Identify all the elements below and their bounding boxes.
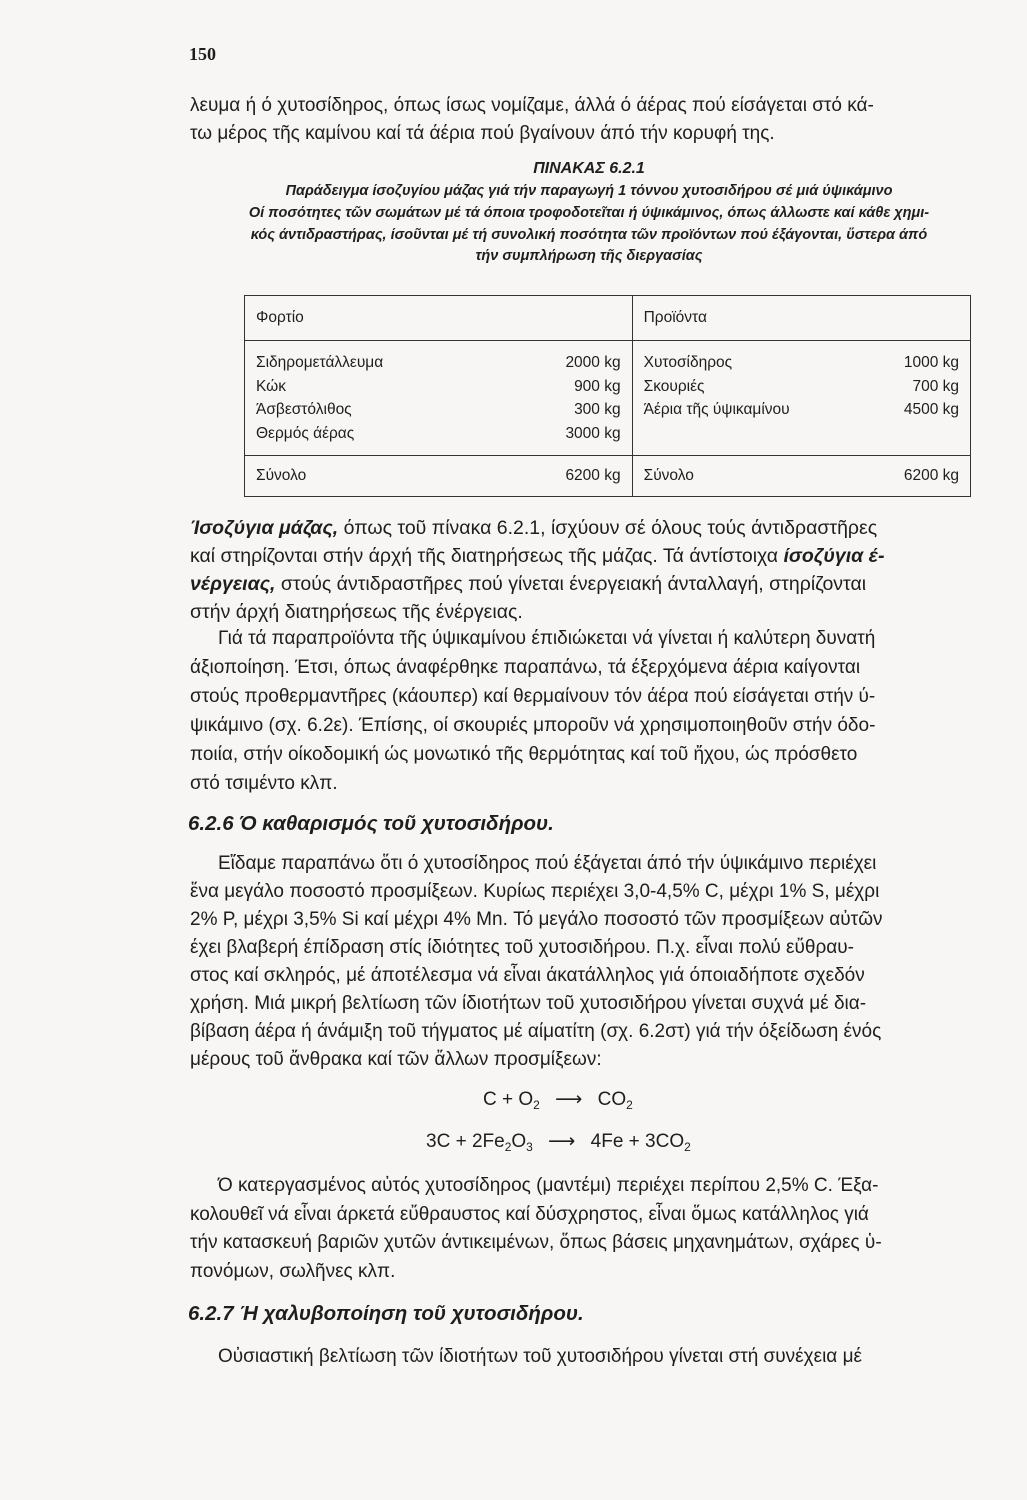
eq-term: 3C + 2Fe: [426, 1131, 505, 1152]
product-amounts: [862, 341, 971, 456]
table-cell: 4500 kg: [903, 401, 959, 418]
table-cell: Σιδηρομετάλλευμα: [256, 354, 384, 371]
product-total-label: Σύνολο: [632, 456, 861, 497]
table-cell: Θερμός άέρας: [256, 424, 355, 442]
text-line: στήν άρχή διατηρήσεως τῆς ένέργειας.: [190, 601, 523, 623]
text-line: τω μέρος τῆς καμίνου καί τά άέρια πού βγαίνουν άπό τήν κορυφή της.: [190, 122, 775, 144]
reaction-arrow-icon: ⟶: [548, 1131, 576, 1152]
table-cell: 3000 kg: [565, 424, 621, 442]
table-note-line: κός άντιδραστήρας, ίσοῦνται μέ τή συνολική ποσότητα τῶν προϊόντων πού έξάγονται, ὕστερα άπό: [250, 226, 928, 243]
term-energy-balance: ίσοζύγια έ-: [783, 545, 885, 567]
table-cell: Κώκ: [256, 377, 287, 395]
eq-subscript: 2: [504, 1140, 512, 1154]
equation-hematite-reduction: [426, 1130, 691, 1154]
table-title: ΠΙΝΑΚΑΣ 6.2.1: [533, 160, 645, 177]
table-cell: Άέρια τῆς ύψικαμίνου: [643, 401, 790, 418]
text-span: καί στηρίζονται στήν άρχή τῆς διατηρήσεως τῆς μάζας. Τά άντίστοιχα: [190, 545, 784, 567]
text-line: στούς προθερμαντῆρες (κάουπερ) καί θερμαίνουν τόν άέρα πού είσάγεται στήν ύ-: [190, 686, 876, 707]
table-note-line: Οί ποσότητες τῶν σωμάτων μέ τά όποια τροφοδοτεῖται ή ύψικάμινος, όπως άλλωστε καί κάθε χημι-: [248, 205, 930, 221]
inputs-header: Φορτίο: [245, 296, 514, 341]
table-cell: 900 kg: [574, 377, 621, 395]
eq-subscript: 2: [626, 1098, 633, 1112]
eq-subscript: 3: [526, 1140, 533, 1154]
input-names: [245, 341, 514, 456]
text-line: χρήση. Μιά μικρή βελτίωση τῶν ίδιοτήτων τοῦ χυτοσιδήρου γίνεται συχνά μέ δια-: [190, 993, 867, 1014]
intro-paragraph: [190, 92, 1018, 147]
table-cell: 2000 kg: [565, 354, 621, 371]
eq-subscript: 2: [533, 1098, 540, 1112]
term-energy-balance-cont: νέργειας,: [190, 573, 276, 595]
text-line: Γιά τά παραπροϊόντα τῆς ύψικαμίνου έπιδιώκεται νά γίνεται ή καλύτερη δυνατή: [218, 628, 876, 649]
eq-term: CO: [597, 1089, 627, 1110]
text-line: τήν κατασκευή βαριῶν χυτῶν άντικειμένων, ὅπως βάσεις μηχανημάτων, σχάρες ὑ-: [190, 1232, 882, 1253]
table-cell: 1000 kg: [903, 354, 959, 371]
product-names: [632, 341, 861, 456]
eq-term: C + O: [483, 1089, 534, 1110]
text-line: άξιοποίηση. Έτσι, όπως άναφέρθηκε παραπάνω, τά έξερχόμενα άέρια καίγονται: [190, 657, 861, 678]
mass-balance-table: [244, 295, 971, 497]
product-total-value: 6200 kg: [862, 456, 971, 497]
text-line: ἕνα μεγάλο ποσοστό προσμίξεων. Κυρίως περιέχει 3,0-4,5% C, μέχρι 1% S, μέχρι: [190, 881, 880, 902]
text-line: ποιία, στήν οίκοδομική ώς μονωτικό τῆς θερμότητας καί τοῦ ἤχου, ώς πρόσθετο: [190, 744, 858, 765]
eq-term: 4Fe + 3CO: [590, 1131, 685, 1152]
text-line: λευμα ή ό χυτοσίδηρος, όπως ίσως νομίζαμε, άλλά ό άέρας πού είσάγεται στό κά-: [190, 95, 874, 116]
text-line: Ό κατεργασμένος αὐτός χυτοσίδηρος (μαντέμι) περιέχει περίπου 2,5% C. Έξα-: [218, 1175, 879, 1196]
text-line: [190, 514, 1018, 542]
equation-carbon-oxidation: [483, 1088, 633, 1112]
text-line: έχει βλαβερή έπίδραση στίς ίδιότητες τοῦ χυτοσιδήρου. Π.χ. εἶναι πολύ εὔθραυ-: [190, 937, 854, 958]
table-subtitle: Παράδειγμα ίσοζυγίου μάζας γιά τήν παραγωγή 1 τόννου χυτοσιδήρου σέ μιά ύψικάμινο: [285, 183, 893, 199]
table-cell: Χυτοσίδηρος: [643, 354, 733, 371]
table-cell: 700 kg: [912, 377, 959, 395]
page-number: 150: [189, 44, 216, 64]
text-line: στό τσιμέντο κλπ.: [190, 773, 338, 794]
table-body-row: [245, 341, 971, 456]
table-cell: Άσβεστόλιθος: [256, 401, 352, 418]
section-heading-6-2-6: 6.2.6 Ό καθαρισμός τοῦ χυτοσιδήρου.: [188, 812, 554, 835]
byproducts-paragraph: [190, 624, 1018, 798]
text-span: όπως τοῦ πίνακα 6.2.1, ίσχύουν σέ όλους τούς άντιδραστῆρες: [338, 517, 878, 539]
text-line: [190, 542, 1018, 570]
balance-paragraph: [190, 514, 1018, 626]
text-line: μέρους τοῦ ἄνθρακα καί τῶν ἄλλων προσμίξεων:: [190, 1049, 602, 1070]
text-line: στος καί σκληρός, μέ άποτέλεσμα νά εἶναι άκατάλληλος γιά όποιαδήποτε σχεδόν: [190, 965, 865, 986]
text-line: ψικάμινο (σχ. 6.2ε). Έπίσης, οί σκουριές μποροῦν νά χρησιμοποιηθοῦν στήν όδο-: [190, 715, 876, 736]
text-line: 2% P, μέχρι 3,5% Si καί μέχρι 4% Mn. Τό μεγάλο ποσοστό τῶν προσμίξεων αὐτῶν: [190, 909, 883, 930]
text-line: βίβαση άέρα ή άνάμιξη τοῦ τήγματος μέ αίματίτη (σχ. 6.2στ) γιά τήν όξείδωση ένός: [190, 1021, 882, 1042]
table-total-row: [245, 456, 971, 497]
section-heading-6-2-7: 6.2.7 Ή χαλυβοποίηση τοῦ χυτοσιδήρου.: [188, 1302, 584, 1325]
purification-paragraph: [190, 850, 1018, 1074]
input-total-value: 6200 kg: [514, 456, 632, 497]
inputs-header-spacer: [514, 296, 632, 341]
text-span: στούς άντιδραστῆρες πού γίνεται ένεργειακή άνταλλαγή, στηρίζονται: [275, 573, 867, 595]
term-mass-balance: Ίσοζύγια μάζας,: [190, 517, 339, 539]
table-note: [185, 203, 993, 268]
products-header-spacer: [862, 296, 971, 341]
input-total-label: Σύνολο: [245, 456, 514, 497]
table-cell: Σκουριές: [643, 377, 705, 395]
eq-term: O: [511, 1131, 527, 1152]
eq-subscript: 2: [684, 1140, 691, 1154]
text-line: [190, 570, 1018, 598]
text-line: πονόμων, σωλῆνες κλπ.: [190, 1260, 396, 1282]
text-line: Οὐσιαστική βελτίωση τῶν ίδιοτήτων τοῦ χυτοσιδήρου γίνεται στή συνέχεια μέ: [218, 1346, 862, 1367]
cast-iron-paragraph: [190, 1172, 1018, 1286]
reaction-arrow-icon: ⟶: [555, 1089, 583, 1110]
table-note-line: τήν συμπλήρωση τῆς διεργασίας: [475, 248, 703, 264]
products-header: Προϊόντα: [632, 296, 861, 341]
closing-paragraph: [190, 1343, 1018, 1371]
input-amounts: [514, 341, 632, 456]
text-line: Εἴδαμε παραπάνω ὅτι ό χυτοσίδηρος πού έξάγεται άπό τήν ύψικάμινο περιέχει: [218, 853, 877, 874]
table-cell: 300 kg: [574, 401, 621, 418]
text-line: κολουθεῖ νά εἶναι άρκετά εὔθραυστος καί δύσχρηστος, εἶναι ὅμως κατάλληλος γιά: [190, 1203, 869, 1225]
table-header-row: [245, 296, 971, 341]
